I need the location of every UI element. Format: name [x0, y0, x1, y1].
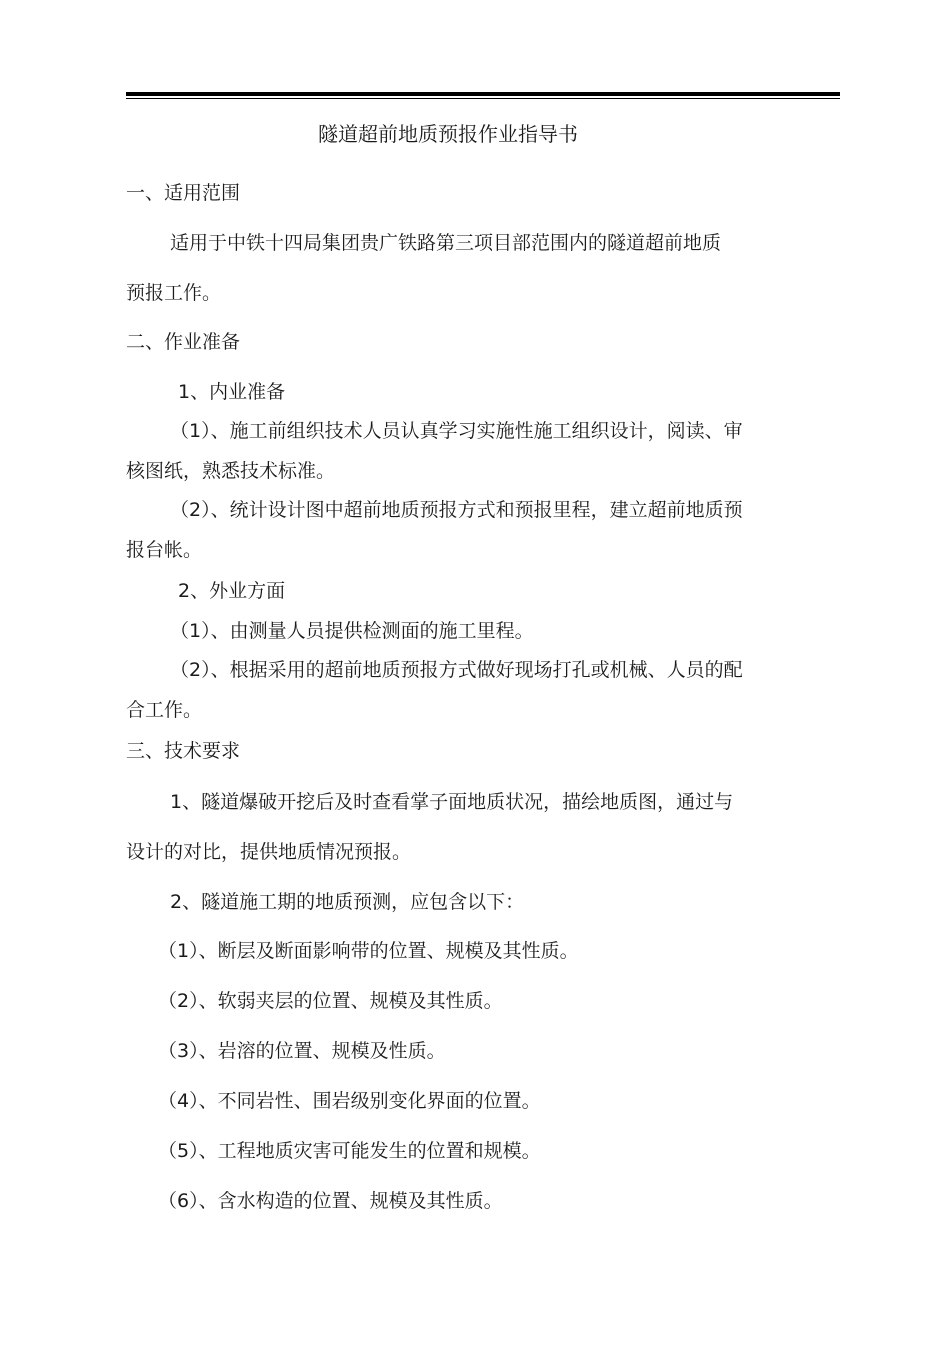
requirement-item: （2）、软弱夹层的位置、规模及其性质。 — [158, 990, 503, 1012]
document-title: 隧道超前地质预报作业指导书 — [318, 122, 578, 146]
external-item2-line1: （2）、根据采用的超前地质预报方式做好现场打孔或机械、人员的配 — [170, 659, 743, 681]
internal-item2-line2: 报台帐。 — [126, 539, 203, 561]
external-item2-line2: 合工作。 — [126, 699, 203, 721]
section-heading-scope: 一、适用范围 — [126, 182, 241, 204]
requirement-item: （3）、岩溶的位置、规模及性质。 — [158, 1040, 446, 1062]
internal-item1-line2: 核图纸，熟悉技术标准。 — [126, 460, 336, 482]
requirements-p2: 2、隧道施工期的地质预测，应包含以下： — [170, 891, 525, 913]
section-heading-requirements: 三、技术要求 — [126, 740, 241, 762]
subheading-external: 2、外业方面 — [178, 580, 286, 602]
external-item1: （1）、由测量人员提供检测面的施工里程。 — [170, 620, 534, 642]
requirements-p1-line2: 设计的对比，提供地质情况预报。 — [126, 841, 412, 863]
requirement-item: （4）、不同岩性、围岩级别变化界面的位置。 — [158, 1090, 541, 1112]
header-rule-thin — [126, 98, 840, 99]
requirement-item: （1）、断层及断面影响带的位置、规模及其性质。 — [158, 940, 579, 962]
requirements-p1-line1: 1、隧道爆破开挖后及时查看掌子面地质状况，描绘地质图，通过与 — [170, 791, 734, 813]
internal-item2-line1: （2）、统计设计图中超前地质预报方式和预报里程，建立超前地质预 — [170, 499, 743, 521]
requirement-item: （6）、含水构造的位置、规模及其性质。 — [158, 1190, 503, 1212]
section-heading-preparation: 二、作业准备 — [126, 331, 241, 353]
scope-text-line2: 预报工作。 — [126, 282, 222, 304]
internal-item1-line1: （1）、施工前组织技术人员认真学习实施性施工组织设计，阅读、审 — [170, 420, 743, 442]
scope-text-line1: 适用于中铁十四局集团贵广铁路第三项目部范围内的隧道超前地质 — [170, 232, 722, 254]
requirement-item: （5）、工程地质灾害可能发生的位置和规模。 — [158, 1140, 541, 1162]
subheading-internal: 1、内业准备 — [178, 381, 286, 403]
header-rule-thick — [126, 92, 840, 96]
